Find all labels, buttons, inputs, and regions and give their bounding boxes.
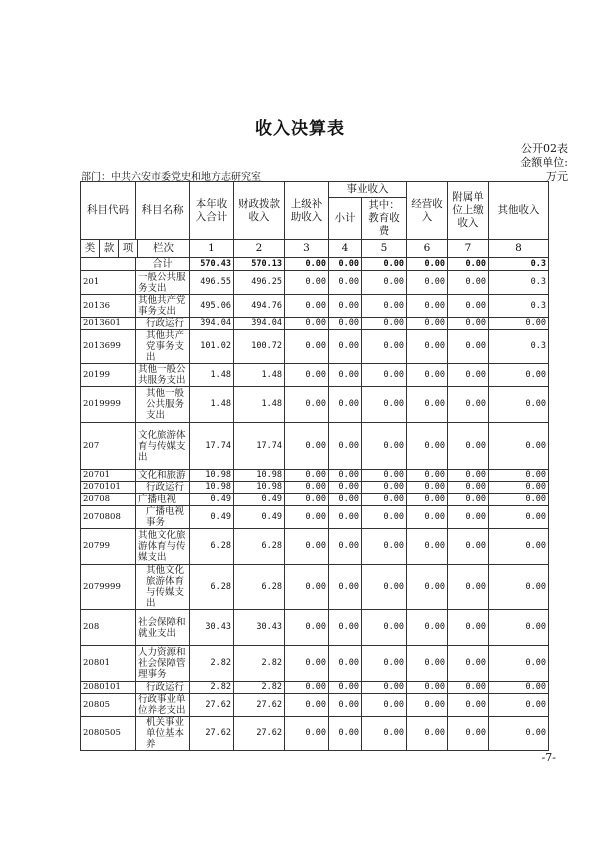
subject-code: 2080505 <box>81 717 136 751</box>
subject-code: 208 <box>81 610 136 646</box>
table-row <box>81 470 549 482</box>
page-title: 收入决算表 <box>255 119 345 139</box>
total-cell: 0.3 <box>489 258 549 271</box>
value-cell: 0.00 <box>285 470 329 482</box>
value-cell: 0.00 <box>329 318 362 330</box>
value-cell: 0.00 <box>362 717 407 751</box>
col-number: 4 <box>329 240 362 258</box>
table-row <box>81 318 549 330</box>
header-affiliated-income: 附属单位上缴收入 <box>448 182 489 240</box>
total-cell: 0.00 <box>362 258 407 271</box>
value-cell: 101.02 <box>190 330 234 364</box>
total-cell: 0.00 <box>329 258 362 271</box>
value-cell: 0.00 <box>489 318 549 330</box>
value-cell: 0.00 <box>448 482 489 494</box>
value-cell: 0.00 <box>362 470 407 482</box>
value-cell: 0.00 <box>448 610 489 646</box>
value-cell: 0.00 <box>329 271 362 295</box>
table-row <box>81 494 549 506</box>
value-cell: 0.00 <box>362 506 407 529</box>
value-cell: 2.82 <box>234 682 285 694</box>
subject-name: 社会保障和就业支出 <box>136 610 190 646</box>
value-cell: 0.00 <box>285 271 329 295</box>
value-cell: 0.00 <box>285 364 329 387</box>
value-cell: 10.98 <box>234 470 285 482</box>
value-cell: 0.00 <box>407 494 448 506</box>
value-cell: 0.00 <box>362 682 407 694</box>
header-fiscal-appropriation: 财政拨款收入 <box>234 182 285 240</box>
value-cell: 0.00 <box>448 694 489 717</box>
header-subtotal: 小计 <box>329 198 362 240</box>
table-row <box>81 506 549 529</box>
col-number: 6 <box>407 240 448 258</box>
subject-name: 一般公共服务支出 <box>136 271 190 295</box>
value-cell: 0.00 <box>362 423 407 470</box>
value-cell: 0.00 <box>329 482 362 494</box>
value-cell: 394.04 <box>234 318 285 330</box>
total-cell: 570.13 <box>234 258 285 271</box>
value-cell: 0.49 <box>234 506 285 529</box>
subject-name: 其他文化旅游体育与传媒支出 <box>136 565 190 610</box>
table-row <box>81 482 549 494</box>
table-row <box>81 295 549 318</box>
subject-name: 行政事业单位养老支出 <box>136 694 190 717</box>
subject-code: 20801 <box>81 646 136 682</box>
subject-name: 行政运行 <box>136 482 190 494</box>
value-cell: 0.00 <box>362 482 407 494</box>
value-cell: 17.74 <box>190 423 234 470</box>
value-cell: 0.3 <box>489 330 549 364</box>
table-row <box>81 565 549 610</box>
value-cell: 0.00 <box>285 387 329 423</box>
subject-code: 2070808 <box>81 506 136 529</box>
total-cell: 570.43 <box>190 258 234 271</box>
value-cell: 0.49 <box>190 494 234 506</box>
value-cell: 2.82 <box>190 682 234 694</box>
value-cell: 0.00 <box>329 610 362 646</box>
table-row <box>81 271 549 295</box>
header-xiang: 项 <box>119 240 138 257</box>
header-business-income: 事业收入 <box>329 182 407 198</box>
table-row <box>81 387 549 423</box>
value-cell: 6.28 <box>190 529 234 565</box>
value-cell: 0.00 <box>362 330 407 364</box>
value-cell: 0.00 <box>285 646 329 682</box>
subject-code: 201 <box>81 271 136 295</box>
value-cell: 10.98 <box>190 470 234 482</box>
value-cell: 0.00 <box>329 295 362 318</box>
value-cell: 0.00 <box>362 610 407 646</box>
value-cell: 27.62 <box>190 694 234 717</box>
value-cell: 0.00 <box>407 423 448 470</box>
subject-code: 2013601 <box>81 318 136 330</box>
header-subject-code: 科目代码 <box>81 182 136 240</box>
value-cell: 0.00 <box>329 423 362 470</box>
value-cell: 0.00 <box>489 529 549 565</box>
value-cell: 0.00 <box>448 717 489 751</box>
value-cell: 0.00 <box>448 470 489 482</box>
value-cell: 0.00 <box>489 387 549 423</box>
value-cell: 0.00 <box>448 682 489 694</box>
value-cell: 0.00 <box>329 646 362 682</box>
value-cell: 0.00 <box>362 295 407 318</box>
subject-code: 2019999 <box>81 387 136 423</box>
value-cell: 0.3 <box>489 271 549 295</box>
value-cell: 0.00 <box>362 565 407 610</box>
value-cell: 0.00 <box>407 565 448 610</box>
value-cell: 0.00 <box>329 364 362 387</box>
value-cell: 0.00 <box>285 295 329 318</box>
value-cell: 0.00 <box>448 295 489 318</box>
value-cell: 0.00 <box>362 646 407 682</box>
table-row <box>81 682 549 694</box>
header-lei: 类 <box>81 240 100 257</box>
value-cell: 0.00 <box>489 717 549 751</box>
value-cell: 0.00 <box>285 610 329 646</box>
value-cell: 0.00 <box>329 494 362 506</box>
header-lanci: 栏次 <box>153 242 174 254</box>
subject-name: 其他文化旅游体育与传媒支出 <box>136 529 190 565</box>
value-cell: 6.28 <box>190 565 234 610</box>
value-cell: 0.00 <box>329 387 362 423</box>
value-cell: 0.00 <box>489 470 549 482</box>
value-cell: 1.48 <box>190 364 234 387</box>
col-number: 8 <box>489 240 549 258</box>
subject-name: 行政运行 <box>136 318 190 330</box>
value-cell: 0.00 <box>407 506 448 529</box>
value-cell: 0.00 <box>489 565 549 610</box>
subject-name: 其他共产党事务支出 <box>136 330 190 364</box>
value-cell: 0.00 <box>285 423 329 470</box>
value-cell: 0.00 <box>285 506 329 529</box>
value-cell: 0.00 <box>407 529 448 565</box>
value-cell: 0.00 <box>407 717 448 751</box>
value-cell: 0.00 <box>448 318 489 330</box>
total-cell: 0.00 <box>407 258 448 271</box>
value-cell: 0.00 <box>329 506 362 529</box>
table-row <box>81 423 549 470</box>
value-cell: 6.28 <box>234 565 285 610</box>
value-cell: 0.00 <box>362 387 407 423</box>
value-cell: 0.00 <box>362 271 407 295</box>
value-cell: 0.49 <box>190 506 234 529</box>
value-cell: 0.00 <box>448 271 489 295</box>
value-cell: 1.48 <box>190 387 234 423</box>
value-cell: 0.00 <box>285 529 329 565</box>
value-cell: 0.00 <box>407 646 448 682</box>
amount-unit-value: 万元 <box>546 170 568 183</box>
subject-name: 行政运行 <box>136 682 190 694</box>
value-cell: 0.00 <box>489 610 549 646</box>
table-row <box>81 610 549 646</box>
value-cell: 0.00 <box>329 694 362 717</box>
value-cell: 0.00 <box>489 482 549 494</box>
total-cell: 0.00 <box>448 258 489 271</box>
col-number: 3 <box>285 240 329 258</box>
value-cell: 394.04 <box>190 318 234 330</box>
value-cell: 0.00 <box>489 494 549 506</box>
income-table <box>80 181 549 751</box>
value-cell: 0.00 <box>407 482 448 494</box>
subject-code: 20136 <box>81 295 136 318</box>
value-cell: 0.00 <box>407 295 448 318</box>
value-cell: 0.00 <box>407 694 448 717</box>
value-cell: 0.00 <box>407 364 448 387</box>
value-cell: 0.00 <box>448 330 489 364</box>
value-cell: 0.00 <box>285 482 329 494</box>
value-cell: 2.82 <box>234 646 285 682</box>
value-cell: 0.00 <box>285 694 329 717</box>
col-number: 2 <box>234 240 285 258</box>
form-number: 公开02表 <box>521 142 568 155</box>
value-cell: 17.74 <box>234 423 285 470</box>
value-cell: 0.00 <box>285 494 329 506</box>
total-row <box>81 258 549 271</box>
value-cell: 496.25 <box>234 271 285 295</box>
subject-code: 20199 <box>81 364 136 387</box>
value-cell: 0.00 <box>448 529 489 565</box>
value-cell: 0.00 <box>407 330 448 364</box>
value-cell: 0.00 <box>489 423 549 470</box>
total-cell: 0.00 <box>285 258 329 271</box>
value-cell: 0.3 <box>489 295 549 318</box>
subject-name: 文化旅游体育与传媒支出 <box>136 423 190 470</box>
header-other-income: 其他收入 <box>489 182 549 240</box>
subject-code: 20799 <box>81 529 136 565</box>
value-cell: 2.82 <box>190 646 234 682</box>
page-number: -7- <box>541 751 556 764</box>
amount-unit-label: 金额单位: <box>520 156 568 169</box>
value-cell: 0.00 <box>407 318 448 330</box>
value-cell: 1.48 <box>234 364 285 387</box>
value-cell: 495.06 <box>190 295 234 318</box>
subject-name: 广播电视 <box>136 494 190 506</box>
value-cell: 0.00 <box>407 387 448 423</box>
col-number: 1 <box>190 240 234 258</box>
value-cell: 0.00 <box>489 646 549 682</box>
subject-name: 其他一般公共服务支出 <box>136 364 190 387</box>
table-row <box>81 330 549 364</box>
col-number: 7 <box>448 240 489 258</box>
subject-code: 207 <box>81 423 136 470</box>
total-label: 合计 <box>136 258 190 271</box>
value-cell: 6.28 <box>234 529 285 565</box>
table-row <box>81 717 549 751</box>
value-cell: 0.00 <box>329 717 362 751</box>
department-label: 部门：中共六安市委党史和地方志研究室 <box>81 172 261 183</box>
value-cell: 0.00 <box>448 423 489 470</box>
value-cell: 0.00 <box>489 682 549 694</box>
value-cell: 0.00 <box>285 717 329 751</box>
value-cell: 27.62 <box>234 717 285 751</box>
col-number: 5 <box>362 240 407 258</box>
subject-name: 人力资源和社会保障管理事务 <box>136 646 190 682</box>
value-cell: 0.00 <box>362 318 407 330</box>
value-cell: 0.00 <box>329 682 362 694</box>
subject-code: 20805 <box>81 694 136 717</box>
value-cell: 0.00 <box>329 565 362 610</box>
value-cell: 30.43 <box>234 610 285 646</box>
value-cell: 0.00 <box>448 565 489 610</box>
table-row <box>81 694 549 717</box>
value-cell: 0.00 <box>448 494 489 506</box>
subject-code: 20708 <box>81 494 136 506</box>
value-cell: 0.00 <box>285 318 329 330</box>
value-cell: 0.00 <box>407 610 448 646</box>
value-cell: 0.00 <box>489 506 549 529</box>
value-cell: 100.72 <box>234 330 285 364</box>
value-cell: 0.00 <box>407 470 448 482</box>
value-cell: 494.76 <box>234 295 285 318</box>
table-row <box>81 364 549 387</box>
subject-name: 机关事业单位基本养 <box>136 717 190 751</box>
header-subject-name: 科目名称 <box>136 182 190 240</box>
value-cell: 0.00 <box>489 364 549 387</box>
value-cell: 0.00 <box>448 646 489 682</box>
subject-name: 其他共产党事务支出 <box>136 295 190 318</box>
subject-code: 20701 <box>81 470 136 482</box>
table-row <box>81 529 549 565</box>
value-cell: 0.00 <box>448 387 489 423</box>
value-cell: 0.00 <box>285 565 329 610</box>
value-cell: 0.00 <box>329 529 362 565</box>
header-total-income: 本年收入合计 <box>190 182 234 240</box>
subject-code: 2079999 <box>81 565 136 610</box>
value-cell: 30.43 <box>190 610 234 646</box>
header-education-fee: 其中：教育收费 <box>362 198 407 240</box>
value-cell: 0.00 <box>329 470 362 482</box>
value-cell: 27.62 <box>190 717 234 751</box>
subject-code: 2080101 <box>81 682 136 694</box>
value-cell: 0.00 <box>407 682 448 694</box>
table-row <box>81 646 549 682</box>
subject-code: 2070101 <box>81 482 136 494</box>
value-cell: 10.98 <box>234 482 285 494</box>
value-cell: 0.00 <box>362 529 407 565</box>
value-cell: 0.00 <box>285 330 329 364</box>
value-cell: 0.00 <box>362 694 407 717</box>
value-cell: 27.62 <box>234 694 285 717</box>
subject-name: 广播电视事务 <box>136 506 190 529</box>
value-cell: 0.00 <box>448 506 489 529</box>
value-cell: 0.00 <box>329 330 362 364</box>
value-cell: 0.49 <box>234 494 285 506</box>
header-superior-subsidy: 上级补助收入 <box>285 182 329 240</box>
value-cell: 0.00 <box>362 364 407 387</box>
value-cell: 1.48 <box>234 387 285 423</box>
value-cell: 496.55 <box>190 271 234 295</box>
value-cell: 0.00 <box>407 271 448 295</box>
value-cell: 10.98 <box>190 482 234 494</box>
header-kuan: 款 <box>100 240 119 257</box>
header-operating-income: 经营收入 <box>407 182 448 240</box>
value-cell: 0.00 <box>489 694 549 717</box>
value-cell: 0.00 <box>362 494 407 506</box>
value-cell: 0.00 <box>285 682 329 694</box>
subject-name: 其他一般公共服务支出 <box>136 387 190 423</box>
subject-name: 文化和旅游 <box>136 470 190 482</box>
subject-code: 2013699 <box>81 330 136 364</box>
value-cell: 0.00 <box>448 364 489 387</box>
